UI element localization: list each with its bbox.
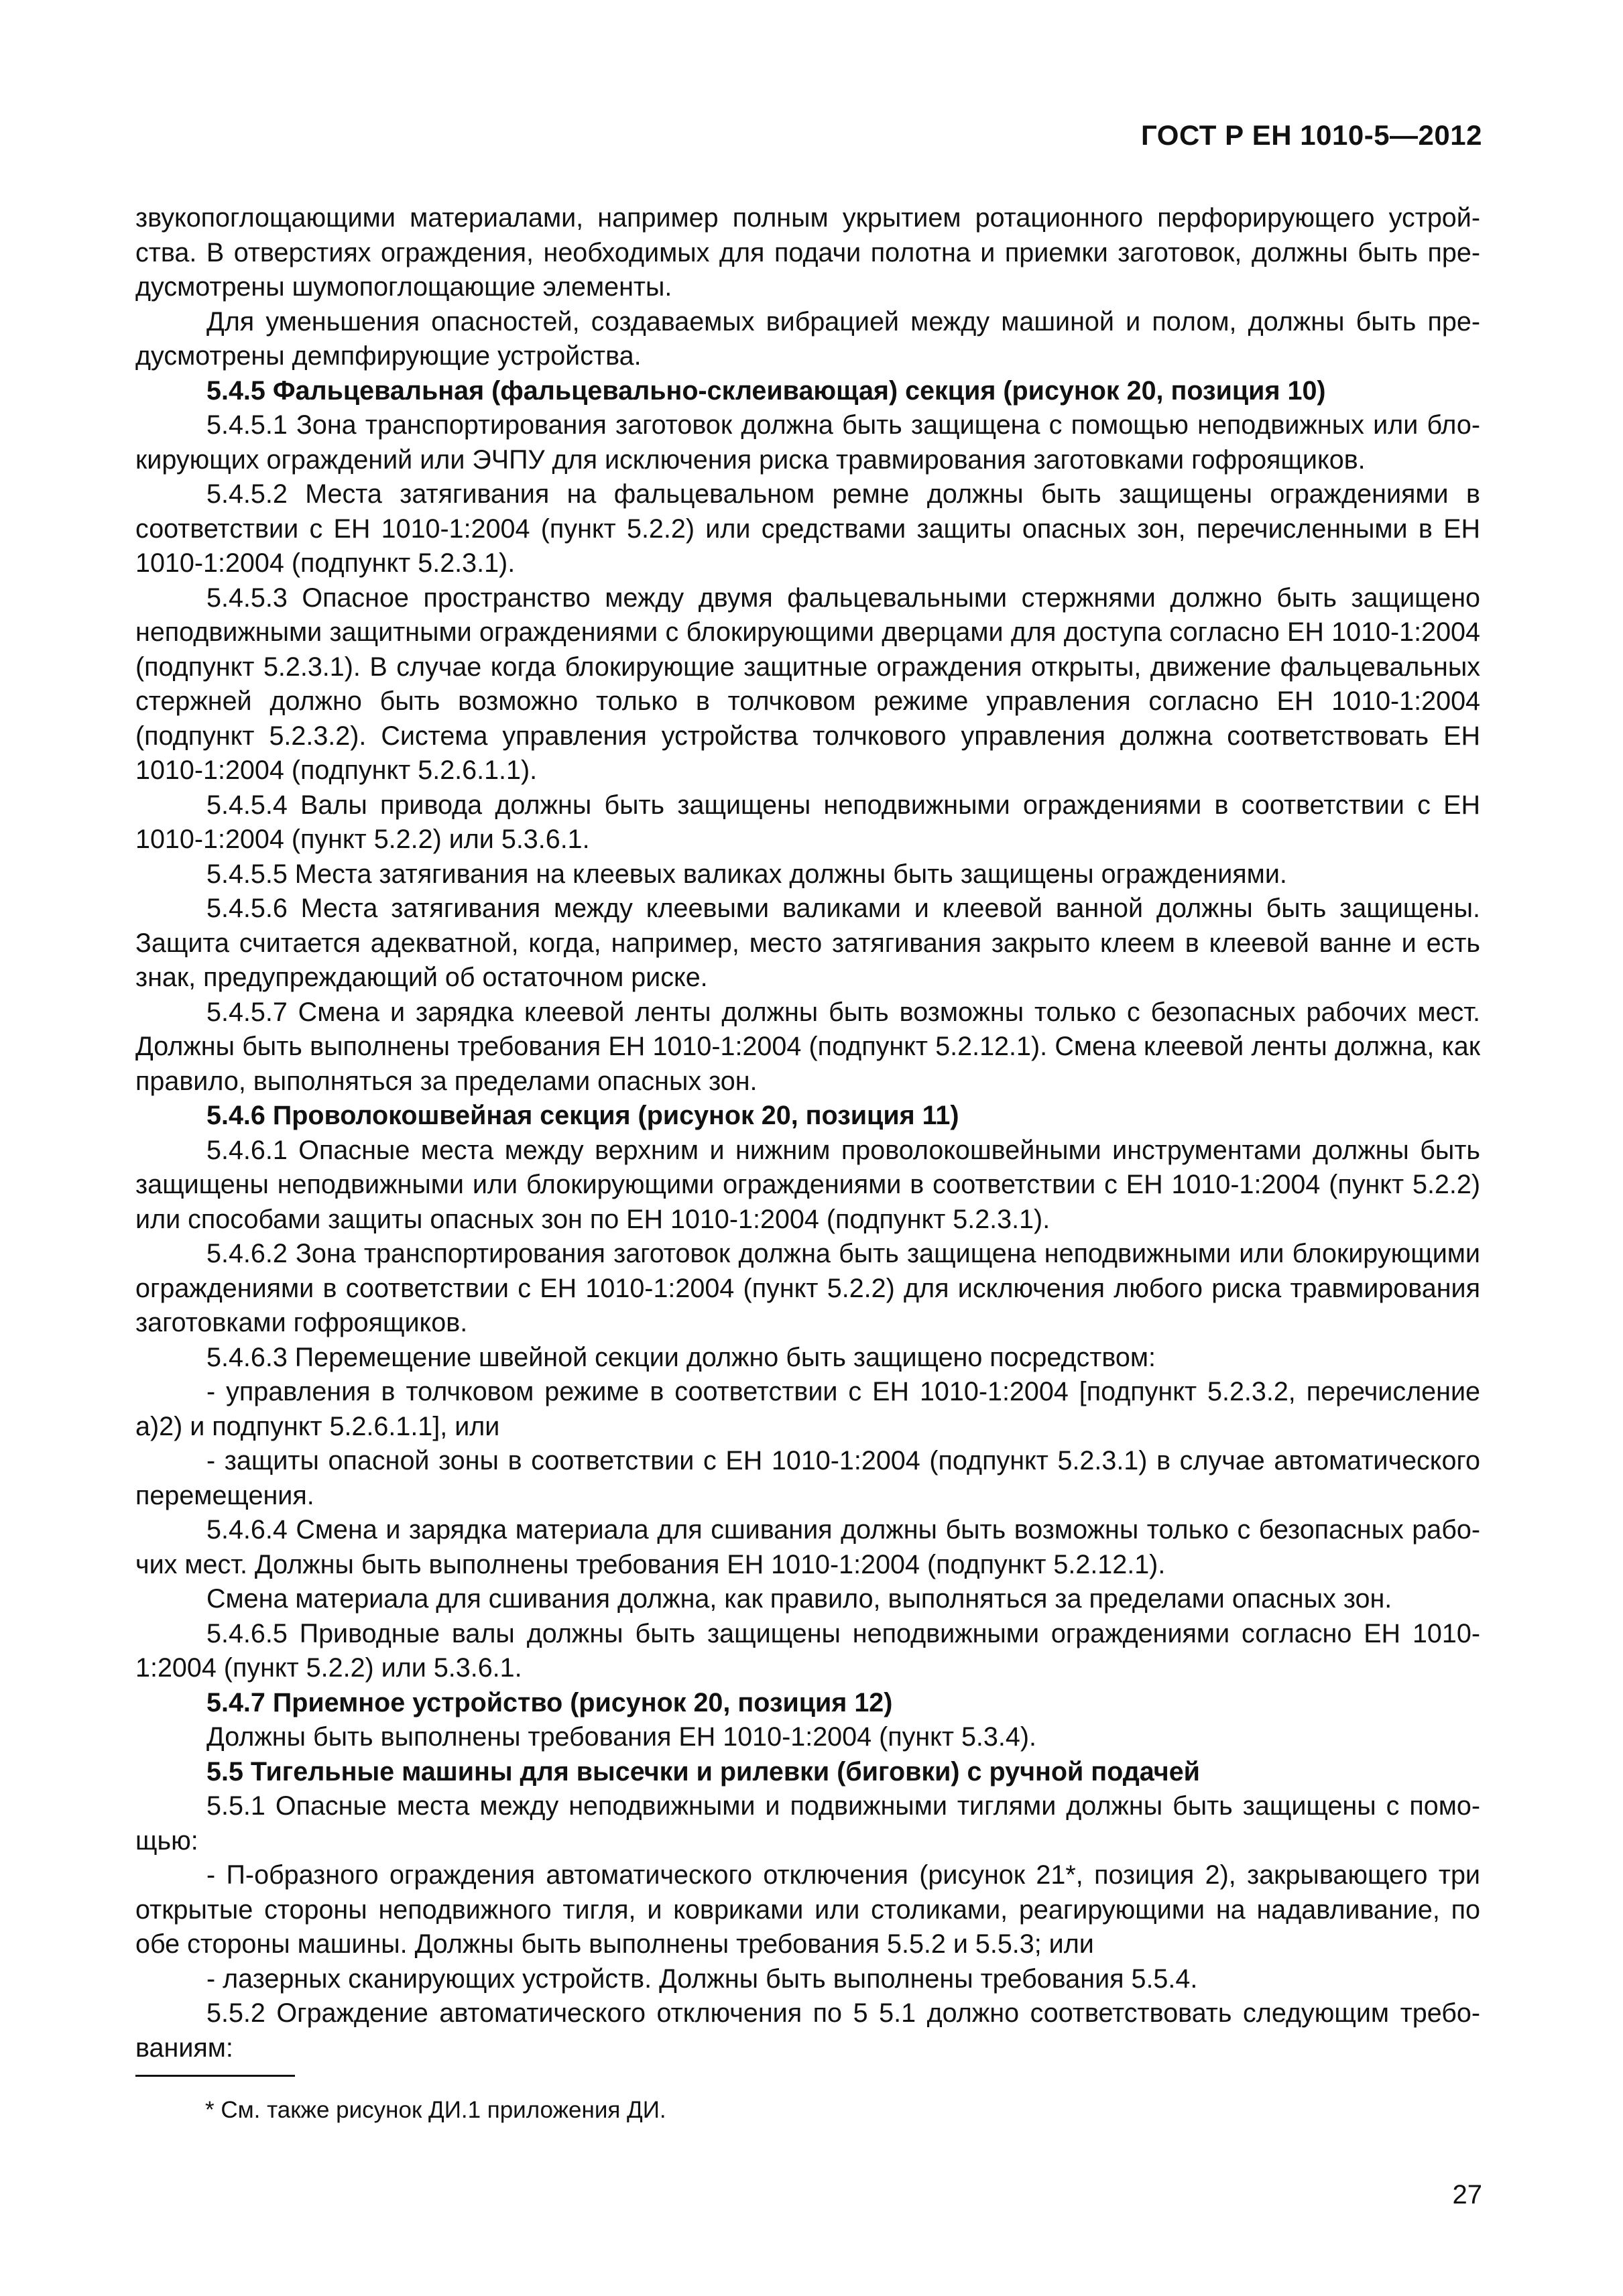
document-body [135, 201, 1480, 2065]
paragraph: звукопоглощающими материалами, например полным укрытием ротационного перфорирующего устройства. В отверстиях ограждения, необходимых для подачи полотна и приемки заготовок, должны быть предусмотрены шумопоглощающие элементы. [135, 203, 1480, 302]
paragraph: 5.4.6.2 Зона транспортирования заготовок должна быть защищена неподвижными или блокирующими ограждениями в соответствии с ЕН 1010-1:2004 (пункт 5.2.2) для исключения любого риска травмирования заготовками гофроящиков. [135, 1239, 1480, 1337]
section-heading: 5.5 Тигельные машины для высечки и рилевки (биговки) с ручной подачей [206, 1756, 1200, 1787]
paragraph: 5.4.5.1 Зона транспортирования заготовок должна быть защищена с помощью неподвижных или блокирующих ограждений или ЭЧПУ для исключения риска травмирования заготовками гофроящиков. [135, 410, 1480, 475]
paragraph: Должны быть выполнены требования ЕН 1010-1:2004 (пункт 5.3.4). [206, 1722, 1036, 1752]
paragraph: Для уменьшения опасностей, создаваемых вибрацией между машиной и полом, должны быть предусмотрены демпфирующие устройства. [135, 306, 1480, 371]
section-heading: 5.4.5 Фальцевальная (фальцевально-склеивающая) секция (рисунок 20, позиция 10) [206, 375, 1326, 406]
paragraph: 5.4.5.5 Места затягивания на клеевых валиках должны быть защищены ограждениями. [206, 859, 1287, 889]
list-item: - П-образного ограждения автоматического отключения (рисунок 21*, позиция 2), закрывающего три открытые стороны неподвижного тигля, и ковриками или столиками, реагирующими на надавливание, по обе стороны машины. Должны быть выполнены требования 5.5.2 и 5.5.3; или [135, 1860, 1480, 1959]
paragraph: 5.4.5.3 Опасное пространство между двумя фальцевальными стержнями должно быть защищено неподвижными защитными ограждениями с блокирующими дверцами для доступа согласно ЕН 1010-1:2004 (подпункт 5.2.3.1). В случае когда блокирующие защитные ограждения открыты, движение фальцевальных стержней должно быть возможно только в толчковом режиме управления согласно ЕН 1010-1:2004 (подпункт 5.2.3.2). Система управления устройства толчкового управления должна соответствовать ЕН 1010-1:2004 (подпункт 5.2.6.1.1). [135, 583, 1480, 785]
paragraph: 5.4.6.4 Смена и зарядка материала для сшивания должны быть возможны только с безопасных рабочих мест. Должны быть выполнены требования ЕН 1010-1:2004 (подпункт 5.2.12.1). [135, 1515, 1480, 1579]
list-item: - управления в толчковом режиме в соответствии с ЕН 1010-1:2004 [подпункт 5.2.3.2, перечисление а)2) и подпункт 5.2.6.1.1], или [135, 1377, 1480, 1441]
paragraph: 5.5.2 Ограждение автоматического отключения по 5 5.1 должно соответствовать следующим требованиям: [135, 1998, 1480, 2063]
paragraph: Смена материала для сшивания должна, как правило, выполняться за пределами опасных зон. [206, 1584, 1392, 1614]
section-heading: 5.4.6 Проволокошвейная секция (рисунок 20, позиция 11) [206, 1101, 959, 1130]
list-item: - защиты опасной зоны в соответствии с ЕН 1010-1:2004 (подпункт 5.2.3.1) в случае автоматического перемещения. [135, 1446, 1480, 1510]
section-heading: 5.4.7 Приемное устройство (рисунок 20, позиция 12) [206, 1687, 893, 1717]
paragraph: 5.4.5.2 Места затягивания на фальцевальном ремне должны быть защищены ограждениями в соответствии с ЕН 1010-1:2004 (пункт 5.2.2) или средствами защиты опасных зон, перечисленными в ЕН 1010-1:2004 (подпункт 5.2.3.1). [135, 479, 1480, 578]
paragraph: 5.4.5.7 Смена и зарядка клеевой ленты должны быть возможны только с безопасных рабочих мест. Должны быть выполнены требования ЕН 1010-1:2004 (подпункт 5.2.12.1). Смена клеевой ленты должна, как правило, выполняться за пределами опасных зон. [135, 997, 1480, 1096]
paragraph: 5.4.5.6 Места затягивания между клеевыми валиками и клеевой ванной должны быть защищены. Защита считается адекватной, когда, например, место затягивания закрыто клеем в клеевой ванне и есть знак, предупреждающий об остаточном риске. [135, 894, 1480, 992]
page-number: 27 [1452, 2180, 1482, 2210]
paragraph: 5.4.6.1 Опасные места между верхним и нижним проволокошвейными инструментами должны быть защищены неподвижными или блокирующими ограждениями в соответствии с ЕН 1010-1:2004 (пункт 5.2.2) или способами защиты опасных зон по ЕН 1010-1:2004 (подпункт 5.2.3.1). [135, 1135, 1480, 1234]
document-header: ГОСТ Р ЕН 1010-5—2012 [1141, 119, 1482, 151]
paragraph: 5.5.1 Опасные места между неподвижными и подвижными тиглями должны быть защищены с помощью: [135, 1791, 1480, 1856]
paragraph: 5.4.6.5 Приводные валы должны быть защищены неподвижными ограждениями согласно ЕН 1010-1:2004 (пункт 5.2.2) или 5.3.6.1. [135, 1618, 1480, 1683]
footnote: * См. также рисунок ДИ.1 приложения ДИ. [205, 2097, 666, 2123]
paragraph: 5.4.5.4 Валы привода должны быть защищены неподвижными ограждениями в соответствии с ЕН 1010-1:2004 (пункт 5.2.2) или 5.3.6.1. [135, 790, 1480, 854]
footnote-separator [135, 2075, 295, 2077]
paragraph: 5.4.6.3 Перемещение швейной секции должно быть защищено посредством: [206, 1342, 1156, 1372]
list-item: - лазерных сканирующих устройств. Должны быть выполнены требования 5.5.4. [206, 1963, 1198, 1994]
